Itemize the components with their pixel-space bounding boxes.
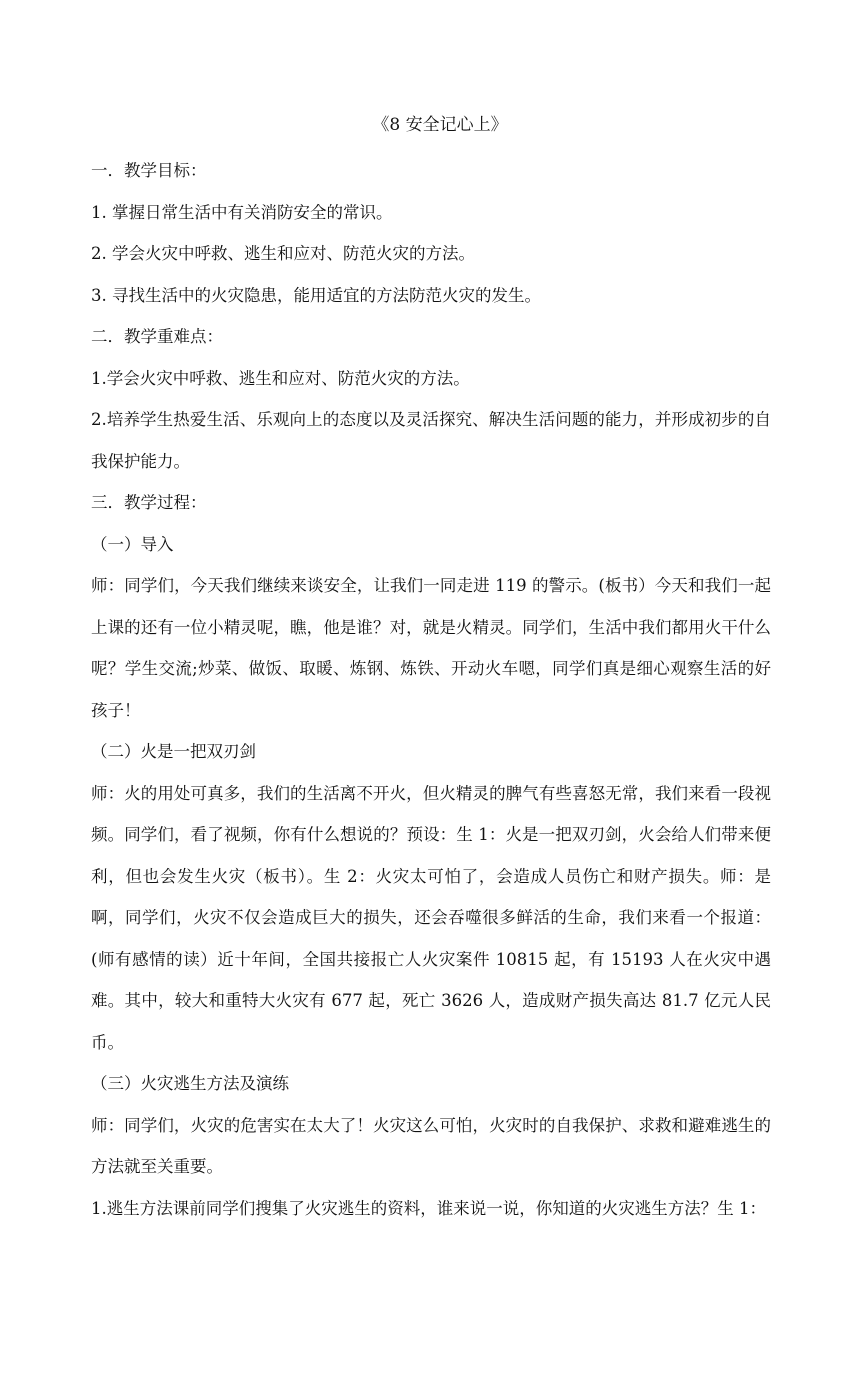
document-body xyxy=(91,106,771,1229)
document-title: 《8 安全记心上》 xyxy=(372,115,508,135)
objective-item: 2. 学会火灾中呼救、逃生和应对、防范火灾的方法。 xyxy=(91,244,475,263)
subsection-heading-escape: （三）火灾逃生方法及演练 xyxy=(91,1074,289,1093)
subsection-heading-intro: （一）导入 xyxy=(91,534,174,554)
body-paragraph: 1.逃生方法课前同学们搜集了火灾逃生的资料，谁来说一说，你知道的火灾逃生方法？生 1： xyxy=(91,1198,766,1218)
objective-item: 3. 寻找生活中的火灾隐患，能用适宜的方法防范火灾的发生。 xyxy=(91,285,541,305)
objective-item: 1. 掌握日常生活中有关消防安全的常识。 xyxy=(91,202,393,222)
section-heading-process: 三．教学过程： xyxy=(91,493,207,512)
body-paragraph: 师：同学们，今天我们继续来谈安全，让我们一同走进 119 的警示。(板书）今天和我们一起上课的还有一位小精灵呢，瞧，他是谁？对，就是火精灵。同学们，生活中我们都用火干什么呢？学生交流;炒菜、做饭、取暖、炼钢、炼铁、开动火车嗯，同学们真是细心观察生活的好孩子！ xyxy=(91,576,771,720)
key-point-item: 1.学会火灾中呼救、逃生和应对、防范火灾的方法。 xyxy=(91,368,470,388)
section-heading-key-points: 二．教学重难点： xyxy=(91,327,223,346)
subsection-heading-double-edged: （二）火是一把双刃剑 xyxy=(91,742,256,761)
section-heading-objectives: 一．教学目标： xyxy=(91,161,207,180)
body-paragraph: 师：火的用处可真多，我们的生活离不开火，但火精灵的脾气有些喜怒无常，我们来看一段视频。同学们，看了视频，你有什么想说的？预设：生 1：火是一把双刃剑，火会给人们带来便利，但也会发生火灾（板书）。生 2：火灾太可怕了，会造成人员伤亡和财产损失。师：是啊，同学们，火灾不仅会造成巨大的损失，还会吞噬很多鲜活的生命，我们来看一个报道：(师有感情的读）近十年间，全国共接报亡人火灾案件 10815 起，有 15193 人在火灾中遇难。其中，较大和重特大火灾有 677 起，死亡 3626 人，造成财产损失高达 81.7 亿元人民币。 xyxy=(91,783,771,1052)
body-paragraph: 师：同学们，火灾的危害实在太大了！火灾这么可怕，火灾时的自我保护、求救和避难逃生的方法就至关重要。 xyxy=(91,1115,771,1176)
key-point-item: 2.培养学生热爱生活、乐观向上的态度以及灵活探究、解决生活问题的能力，并形成初步的自我保护能力。 xyxy=(91,410,771,471)
